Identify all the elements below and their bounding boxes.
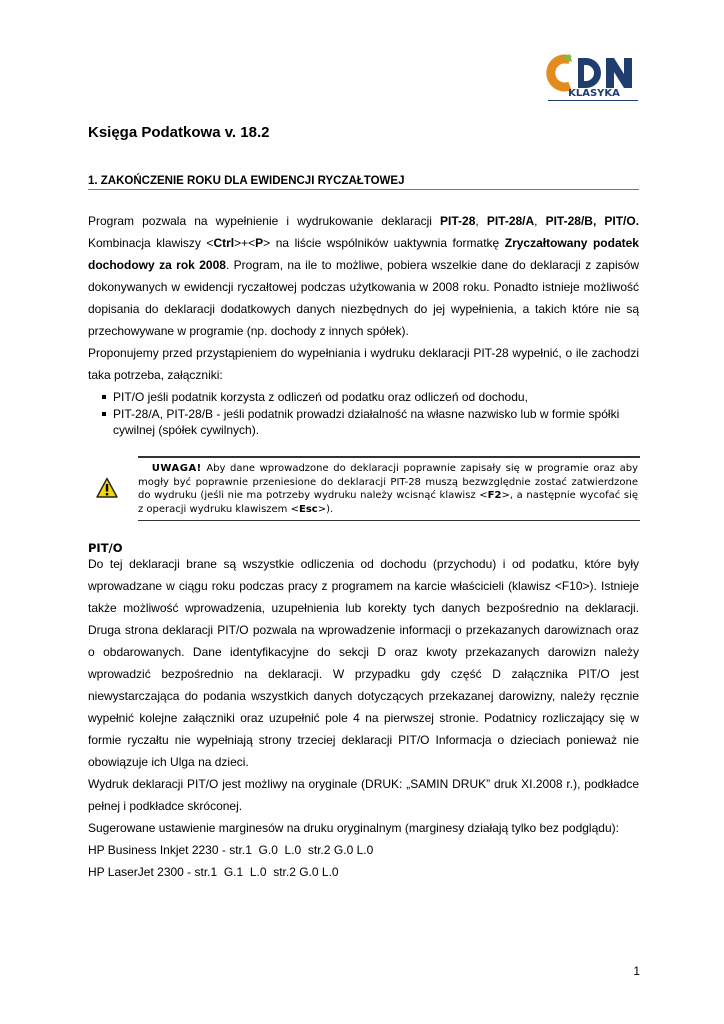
intro-paragraph: Program pozwala na wypełnienie i wydrukowanie deklaracji PIT-28, PIT-28/A, PIT-28/B, PIT/O. Kombinacja klawiszy <Ctrl>+<P> na liście wspólników uaktywnia formatkę Zryczałtowany podatek dochodowy za rok 2008. Program, na ile to możliwe, pobiera wszelkie dane do deklaracji z zapisów dokonywanych w ewidencji ryczałtowej podczas użytkowania w 2008 roku. Ponadto istnieje możliwość dopisania do deklaracji dodatkowych danych niezbędnych do jej wypełnienia, a takich które nie są przechowywane w programie (np. dochody z innych spółek). bbox=[88, 214, 640, 338]
warning-icon bbox=[96, 477, 118, 499]
section-heading: 1. ZAKOŃCZENIE ROKU DLA EWIDENCJI RYCZAŁTOWEJ bbox=[88, 175, 405, 187]
logo-n-shape bbox=[606, 58, 632, 88]
document-title: Księga Podatkowa v. 18.2 bbox=[88, 124, 270, 141]
logo-subtitle: KLASYKA bbox=[568, 88, 620, 99]
warning-bottom-rule bbox=[138, 520, 640, 521]
list-item: PIT/O jeśli podatnik korzysta z odliczeń od podatku oraz odliczeń od dochodu, bbox=[100, 389, 640, 405]
pito-paragraph-1: Do tej deklaracji brane są wszystkie odliczenia od dochodu (przychodu) i od podatku, które były wprowadzane w ciągu roku podczas pracy z programem na karcie właścicieli (klawisz <F10>). Istnieje także możliwość wprowadzenia, uzupełnienia lub korekty tych danych bezpośrednio na deklaracji. Druga strona deklaracji PIT/O pozwala na wprowadzenie informacji o przekazanych darowiznach oraz o obdarowanych. Dane identyfikacyjne do sekcji D oraz kwoty przekazanych darowizn należy wprowadzić bezpośrednio na deklaracji. W przypadku gdy część D załącznika PIT/O jest niewystarczająca do podania wszystkich danych dotyczących przekazanej darowizny, należy ręcznie wypełnić kolejne załączniki oraz uzupełnić pole 4 na pierwszej stronie. Podatnicy rozliczający się w formie ryczałtu nie wypełniają strony trzeciej deklaracji PIT/O Informacja o dzieciach ponieważ nie obowiązuje ich Ulga na dzieci. bbox=[88, 557, 639, 769]
attachments-list bbox=[100, 389, 640, 439]
pito-heading: PIT/O bbox=[88, 541, 123, 555]
logo-c-shape bbox=[551, 59, 570, 87]
intro-paragraph-2: Proponujemy przed przystąpieniem do wypełniania i wydruku deklaracji PIT-28 wypełnić, o ile zachodzi taka potrzeba, załączniki: bbox=[88, 346, 639, 382]
logo-underline bbox=[548, 100, 638, 101]
pito-paragraph-5: HP LaserJet 2300 - str.1 G.1 L.0 str.2 G.0 L.0 bbox=[88, 865, 339, 879]
warning-label: UWAGA! bbox=[151, 463, 202, 474]
list-item: PIT-28/A, PIT-28/B - jeśli podatnik prowadzi działalność na własne nazwisko lub w formie spółki cywilnej (spółek cywilnych). bbox=[100, 406, 640, 438]
warning-text: UWAGA! Aby dane wprowadzone do deklaracji poprawnie zapisały się w programie oraz aby mogły być poprawnie przeniesione do deklaracji PIT-28 muszą bezwzględnie zostać zatwierdzone do wydruku (jeśli nie ma potrzeby wydruku należy wcisnąć klawisz <F2>, a następnie wycofać się z operacji wydruku klawiszem <Esc>). bbox=[138, 463, 638, 515]
pito-paragraph-3: Sugerowane ustawienie marginesów na druku oryginalnym (marginesy działają tylko bez podglądu): bbox=[88, 821, 619, 835]
pito-paragraph-4: HP Business Inkjet 2230 - str.1 G.0 L.0 str.2 G.0 L.0 bbox=[88, 843, 374, 857]
pito-paragraph-2: Wydruk deklaracji PIT/O jest możliwy na oryginale (DRUK: „SAMIN DRUK” druk XI.2008 r.), podkładce pełnej i podkładce skróconej. bbox=[88, 777, 639, 813]
section-divider bbox=[88, 189, 639, 190]
page-number: 1 bbox=[633, 964, 640, 978]
warning-top-rule bbox=[138, 456, 640, 458]
